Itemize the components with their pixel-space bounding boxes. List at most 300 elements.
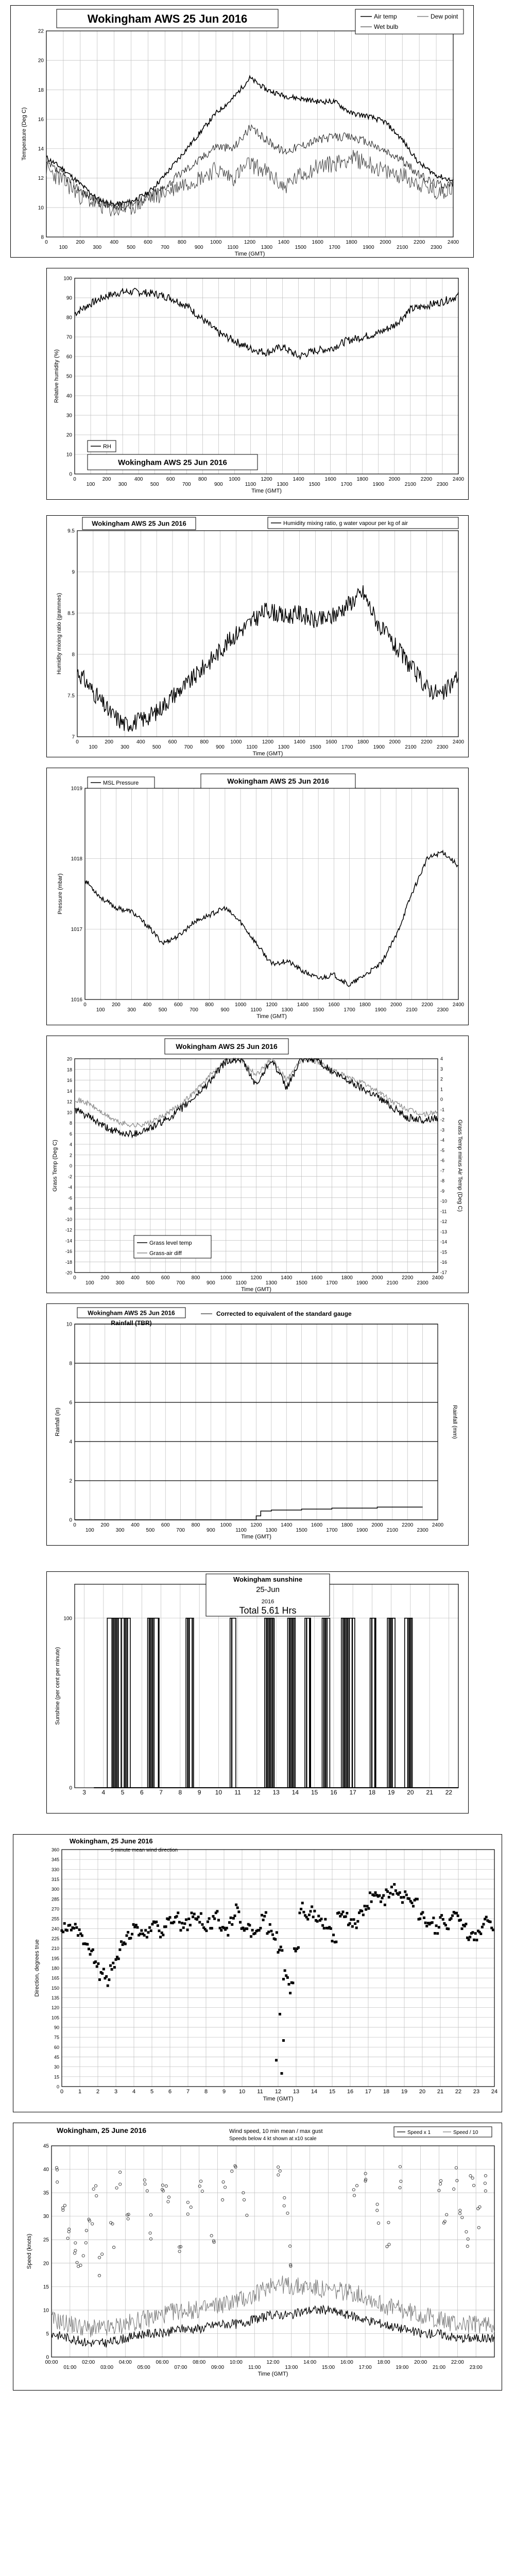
direction-point (197, 1916, 200, 1918)
direction-point (289, 1992, 291, 1994)
y2-tick-label: -17 (440, 1270, 448, 1275)
x-tick-label: 1700 (340, 482, 352, 487)
y-tick-label: 0 (69, 1517, 72, 1523)
direction-point (107, 1985, 109, 1987)
direction-point (139, 1933, 142, 1935)
x-tick-label: 11:00 (248, 2365, 261, 2370)
y2-tick-label: -8 (440, 1178, 445, 1184)
direction-point (97, 1962, 99, 1965)
x-tick-label: 0 (73, 1522, 76, 1528)
y-axis-label: Grass Temp (Deg C) (52, 1140, 58, 1192)
direction-point (410, 1902, 413, 1904)
x-tick-label: 5 (121, 1789, 125, 1796)
direction-point (404, 1890, 406, 1893)
x-tick-label: 2000 (371, 1275, 383, 1281)
x-tick-label: 1600 (325, 739, 337, 745)
grass-temperature-chart (46, 1036, 469, 1293)
x-tick-label: 1100 (227, 245, 238, 250)
direction-point (126, 1934, 128, 1937)
direction-point (205, 1929, 208, 1932)
legend-label: Wet bulb (374, 23, 399, 30)
x-tick-label: 12 (274, 2089, 282, 2095)
chart-subtitle: Rainfall (TBR) (111, 1319, 152, 1327)
direction-point (350, 1918, 352, 1921)
direction-point (108, 1978, 110, 1981)
y-axis-label: Pressure (mbar) (57, 873, 63, 914)
chart-subtitle: Wind speed, 10 min mean / max gust (229, 2128, 323, 2134)
y-tick-label: 20 (66, 1056, 72, 1062)
direction-point (111, 1968, 113, 1971)
direction-point (306, 1918, 309, 1921)
y-tick-label: 150 (51, 1985, 59, 1991)
x-tick-label: 2300 (437, 1007, 449, 1013)
direction-point (472, 1931, 474, 1934)
direction-point (250, 1935, 252, 1938)
y-tick-label: 10 (66, 452, 72, 458)
x-tick-label: 21:00 (432, 2365, 446, 2370)
x-tick-label: 13 (293, 2089, 300, 2095)
y-tick-label: 7.5 (67, 693, 75, 699)
direction-point (419, 1918, 421, 1920)
legend-label: Grass-air diff (149, 1250, 182, 1257)
x-tick-label: 500 (158, 1007, 167, 1013)
y-tick-label: 315 (51, 1877, 59, 1882)
direction-point (157, 1924, 159, 1927)
direction-point (390, 1886, 393, 1888)
direction-point (226, 1927, 228, 1929)
y-tick-label: 240 (51, 1926, 59, 1931)
x-tick-label: 2100 (397, 245, 408, 250)
y-tick-label: -18 (65, 1259, 72, 1265)
legend-label: Humidity mixing ratio, g water vapour per kg of air (283, 520, 408, 527)
direction-point (474, 1932, 477, 1935)
legend-label: Dew point (431, 13, 458, 20)
x-tick-label: 500 (152, 744, 161, 750)
direction-point (440, 1914, 443, 1917)
direction-point (246, 1927, 248, 1930)
x-tick-label: 5 (150, 2089, 154, 2095)
y2-tick-label: -6 (440, 1158, 445, 1163)
direction-point (146, 1936, 148, 1939)
x-tick-label: 1800 (359, 1002, 371, 1008)
direction-point (492, 1928, 494, 1931)
y-tick-label: 30 (43, 2214, 49, 2220)
direction-point (219, 1927, 221, 1929)
x-tick-label: 2200 (414, 240, 425, 245)
direction-point (211, 1927, 213, 1929)
y-tick-label: 0 (69, 471, 72, 478)
chart-frame (47, 1304, 469, 1546)
x-tick-label: 1000 (230, 739, 242, 745)
x-tick-label: 800 (177, 240, 186, 245)
chart-title: Wokingham AWS 25 Jun 2016 (176, 1042, 278, 1051)
direction-point (212, 1915, 215, 1918)
y-tick-label: 16 (38, 116, 44, 123)
direction-point (70, 1929, 73, 1931)
y-tick-label: 25 (43, 2237, 49, 2243)
chart-year: 2016 (261, 1599, 274, 1605)
direction-point (275, 2059, 278, 2061)
x-tick-label: 1700 (344, 1007, 355, 1013)
x-tick-label: 14:00 (303, 2360, 317, 2365)
x-tick-label: 400 (110, 240, 119, 245)
direction-point (308, 1913, 311, 1916)
x-tick-label: 600 (174, 1002, 183, 1008)
x-tick-label: 2400 (452, 477, 465, 482)
y-tick-label: 2 (69, 1153, 72, 1158)
x-tick-label: 400 (143, 1002, 152, 1008)
chart-title: Wokingham, 25 June 2016 (70, 1837, 153, 1845)
y-tick-label: 0 (56, 2084, 59, 2090)
x-tick-label: 08:00 (193, 2360, 206, 2365)
chart-frame (11, 6, 474, 258)
relative-humidity-chart (46, 268, 469, 500)
direction-point (342, 1910, 345, 1913)
direction-point (217, 1919, 220, 1922)
y2-tick-label: 0 (440, 1097, 443, 1103)
x-tick-label: 03:00 (100, 2365, 114, 2370)
direction-point (193, 1913, 196, 1916)
direction-point (447, 1928, 450, 1930)
x-tick-label: 3 (114, 2089, 118, 2095)
x-tick-label: 2000 (390, 1002, 402, 1008)
x-tick-label: 1100 (250, 1007, 262, 1013)
direction-point (182, 1926, 185, 1929)
direction-point (68, 1924, 71, 1926)
x-tick-label: 300 (121, 744, 129, 750)
x-tick-label: 1300 (261, 245, 273, 250)
x-tick-label: 800 (198, 477, 207, 482)
x-tick-label: 15 (311, 1789, 318, 1796)
x-tick-label: 100 (85, 1280, 94, 1286)
direction-point (459, 1919, 462, 1921)
x-tick-label: 1000 (220, 1522, 232, 1528)
direction-point (312, 1916, 315, 1918)
x-tick-label: 12:00 (266, 2360, 280, 2365)
x-tick-label: 12 (253, 1789, 261, 1796)
x-tick-label: 2000 (380, 240, 391, 245)
y-tick-label: 345 (51, 1857, 59, 1862)
direction-point (140, 1929, 143, 1932)
x-tick-label: 600 (168, 739, 177, 745)
direction-point (362, 1913, 365, 1916)
x-tick-label: 2100 (386, 1280, 398, 1286)
direction-point (380, 1901, 382, 1903)
x-tick-label: 1200 (262, 739, 274, 745)
x-tick-label: 3 (82, 1789, 86, 1796)
x-tick-label: 20 (419, 2089, 426, 2095)
x-tick-label: 1600 (328, 1002, 340, 1008)
x-tick-label: 2300 (437, 744, 449, 750)
x-tick-label: 1600 (324, 477, 336, 482)
air-temperature-chart (10, 5, 474, 258)
direction-point (321, 1924, 324, 1927)
x-tick-label: 16:00 (340, 2360, 353, 2365)
x-tick-label: 400 (136, 739, 145, 745)
y-tick-label: 15 (54, 2074, 59, 2080)
x-tick-label: 2 (96, 2089, 100, 2095)
direction-point (356, 1920, 359, 1923)
y-tick-label: 100 (63, 276, 72, 282)
direction-point (62, 1930, 64, 1933)
direction-point (92, 1948, 94, 1951)
direction-point (96, 1965, 98, 1968)
y-tick-label: -12 (65, 1227, 72, 1233)
direction-point (274, 1938, 277, 1941)
direction-point (86, 1943, 89, 1945)
direction-point (489, 1921, 492, 1923)
x-tick-label: 600 (161, 1275, 170, 1281)
direction-point (66, 1929, 68, 1931)
y-tick-label: 135 (51, 1995, 59, 2001)
x-axis-label: Time (GMT) (241, 1286, 271, 1293)
x-tick-label: 20 (407, 1789, 414, 1796)
x-tick-label: 2300 (417, 1280, 428, 1286)
x-tick-label: 100 (85, 1528, 94, 1533)
x-tick-label: 1900 (356, 1280, 368, 1286)
direction-point (177, 1911, 179, 1914)
x-tick-label: 2400 (452, 739, 465, 745)
direction-point (136, 1926, 139, 1929)
direction-point (435, 1924, 438, 1927)
direction-point (129, 1937, 132, 1939)
direction-point (178, 1921, 181, 1923)
y-tick-label: 0 (46, 2354, 49, 2361)
sunshine-block (265, 1618, 274, 1788)
direction-point (248, 1924, 251, 1926)
direction-point (201, 1923, 204, 1926)
direction-point (78, 1928, 81, 1931)
chart-title: Wokingham, 25 June 2016 (57, 2126, 147, 2134)
direction-point (151, 1923, 153, 1925)
direction-point (216, 1910, 218, 1912)
chart-title: Wokingham AWS 25 Jun 2016 (92, 519, 186, 528)
direction-point (340, 1913, 343, 1916)
legend-label: Grass level temp (149, 1240, 192, 1246)
x-tick-label: 18 (383, 2089, 390, 2095)
x-axis-label: Time (GMT) (263, 2096, 294, 2102)
y-tick-label: 8 (72, 652, 75, 658)
chart-annotation: Corrected to equivalent of the standard gauge (216, 1310, 352, 1317)
direction-point (101, 1972, 104, 1975)
x-tick-label: 500 (150, 482, 159, 487)
x-tick-label: 1900 (373, 744, 385, 750)
direction-point (485, 1916, 488, 1918)
direction-point (431, 1921, 434, 1924)
direction-point (143, 1934, 146, 1937)
x-axis-label: Time (GMT) (252, 751, 283, 757)
x-tick-label: 1500 (308, 482, 320, 487)
direction-point (169, 1916, 171, 1919)
sunshine-block (186, 1618, 194, 1788)
x-tick-label: 2100 (405, 744, 417, 750)
x-tick-label: 500 (146, 1280, 155, 1286)
direction-point (159, 1936, 162, 1938)
x-tick-label: 23:00 (469, 2365, 483, 2370)
direction-point (109, 1964, 112, 1967)
y-axis-label: Direction, degrees true (34, 1939, 40, 1997)
direction-point (366, 1905, 369, 1907)
x-tick-label: 1 (78, 2089, 82, 2095)
y-tick-label: 270 (51, 1906, 59, 1912)
direction-point (228, 1921, 231, 1924)
x-tick-label: 2000 (371, 1522, 383, 1528)
y-tick-label: 6 (69, 1131, 72, 1137)
direction-point (469, 1936, 471, 1938)
chart-title: Wokingham sunshine (233, 1575, 303, 1583)
y-tick-label: 6 (69, 1400, 72, 1406)
x-tick-label: 10:00 (229, 2360, 243, 2365)
x-tick-label: 8 (204, 2089, 208, 2095)
x-tick-label: 1400 (278, 240, 289, 245)
direction-point (425, 1925, 428, 1927)
x-tick-label: 900 (194, 245, 203, 250)
y2-tick-label: -11 (440, 1209, 447, 1214)
x-tick-label: 23 (473, 2089, 480, 2095)
x-tick-label: 300 (115, 1528, 125, 1533)
direction-point (311, 1905, 313, 1908)
x-tick-label: 1700 (326, 1280, 338, 1286)
direction-point (364, 1905, 366, 1907)
direction-point (353, 1918, 355, 1921)
x-tick-label: 1400 (294, 739, 305, 745)
x-tick-label: 01:00 (63, 2365, 77, 2370)
direction-point (270, 1930, 272, 1933)
x-tick-label: 700 (184, 744, 193, 750)
x-tick-label: 1900 (356, 1528, 368, 1533)
x-tick-label: 800 (205, 1002, 214, 1008)
x-tick-label: 1200 (250, 1522, 262, 1528)
y-tick-label: 2 (69, 1478, 72, 1484)
direction-point (278, 1948, 281, 1951)
direction-point (338, 1911, 340, 1914)
y-tick-label: 4 (69, 1142, 72, 1147)
x-tick-label: 100 (96, 1007, 105, 1013)
y-tick-label: 20 (66, 432, 72, 438)
direction-point (323, 1927, 325, 1929)
y-tick-label: -20 (65, 1270, 72, 1276)
direction-point (120, 1940, 123, 1943)
x-tick-label: 19:00 (396, 2365, 409, 2370)
y-tick-label: 90 (66, 295, 72, 301)
y-axis-label: Relative humidity (%) (54, 349, 60, 403)
x-tick-label: 1800 (357, 739, 369, 745)
direction-point (176, 1915, 178, 1918)
x-tick-label: 11 (257, 2089, 263, 2095)
x-tick-label: 900 (216, 744, 225, 750)
direction-point (335, 1941, 337, 1943)
x-tick-label: 21 (426, 1789, 433, 1796)
x-tick-label: 1600 (311, 1275, 323, 1281)
x-tick-label: 16 (347, 2089, 354, 2095)
direction-point (401, 1901, 404, 1904)
direction-point (230, 1917, 232, 1919)
x-tick-label: 0 (83, 1002, 87, 1008)
direction-point (213, 1918, 216, 1920)
x-tick-label: 800 (191, 1275, 200, 1281)
chart-title: Wokingham AWS 25 Jun 2016 (118, 458, 227, 467)
chart-svg (13, 2123, 502, 2391)
x-tick-label: 07:00 (174, 2365, 187, 2370)
y2-tick-label: -1 (440, 1107, 445, 1112)
y-tick-label: 4 (69, 1439, 72, 1445)
x-tick-label: 15 (329, 2089, 336, 2095)
direction-point (483, 1923, 485, 1925)
chart-svg (10, 5, 474, 258)
x-tick-label: 2000 (388, 477, 400, 482)
y-tick-label: 75 (54, 2035, 59, 2040)
direction-point (261, 1914, 263, 1917)
x-tick-label: 17 (365, 2089, 372, 2095)
chart-frame (13, 2123, 502, 2391)
y-tick-label: 10 (66, 1321, 72, 1328)
y-tick-label: 1019 (71, 786, 82, 792)
x-tick-label: 20:00 (414, 2360, 427, 2365)
y-tick-label: 20 (38, 58, 44, 64)
y-tick-label: -2 (67, 1174, 72, 1179)
y-tick-label: 1018 (71, 856, 82, 862)
y-tick-label: 8 (69, 1121, 72, 1126)
legend-label: MSL Pressure (103, 780, 139, 786)
y-tick-label: 1016 (71, 997, 82, 1003)
direction-point (251, 1929, 254, 1931)
legend-label: RH (103, 444, 111, 450)
x-tick-label: 2000 (389, 739, 401, 745)
x-tick-label: 11 (234, 1789, 241, 1796)
direction-point (346, 1912, 348, 1914)
direction-point (207, 1921, 209, 1923)
direction-point (378, 1894, 381, 1897)
y2-tick-label: -3 (440, 1127, 445, 1133)
direction-point (332, 1934, 335, 1936)
direction-point (331, 1940, 334, 1942)
y2-tick-label: -9 (440, 1188, 445, 1194)
direction-point (282, 1978, 285, 1980)
direction-point (94, 1960, 97, 1963)
direction-point (173, 1921, 175, 1923)
x-tick-label: 0 (76, 739, 79, 745)
direction-point (189, 1924, 192, 1926)
pressure-chart (46, 768, 469, 1025)
mixing-ratio-chart (46, 515, 469, 757)
x-tick-label: 4 (101, 1789, 106, 1796)
direction-point (162, 1934, 164, 1936)
y-tick-label: 285 (51, 1896, 59, 1902)
direction-point (88, 1947, 90, 1950)
direction-point (262, 1919, 265, 1921)
x-tick-label: 22 (455, 2089, 462, 2095)
x-tick-label: 13:00 (285, 2365, 298, 2370)
x-tick-label: 200 (105, 739, 114, 745)
x-tick-label: 2200 (402, 1275, 414, 1281)
x-tick-label: 100 (59, 245, 68, 250)
chart-note: Speeds below 4 kt shown at x10 scale (229, 2136, 317, 2142)
y-tick-label: 30 (54, 2064, 59, 2070)
direction-point (231, 1923, 233, 1926)
x-tick-label: 1500 (296, 1280, 307, 1286)
chart-svg (46, 1303, 469, 1546)
x-tick-label: 21 (437, 2089, 444, 2095)
chart-title: Wokingham AWS 25 Jun 2016 (227, 777, 329, 786)
y2-tick-label: -14 (440, 1239, 448, 1245)
x-tick-label: 100 (86, 482, 95, 487)
direction-point (259, 1927, 262, 1929)
y-tick-label: 9.5 (67, 528, 75, 534)
y-tick-label: 45 (43, 2143, 49, 2149)
x-tick-label: 700 (182, 482, 191, 487)
direction-point (360, 1910, 363, 1912)
x-tick-label: 9 (197, 1789, 201, 1796)
